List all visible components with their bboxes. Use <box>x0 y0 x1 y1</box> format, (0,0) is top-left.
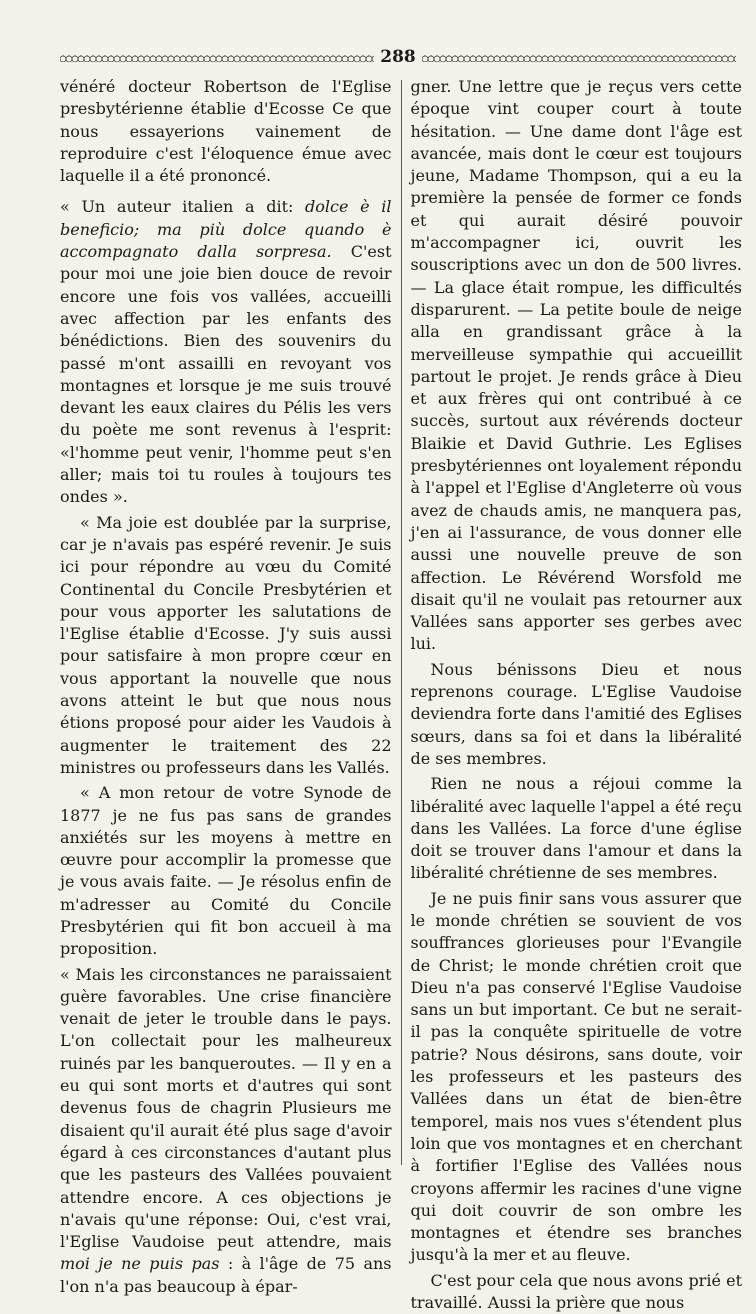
text-columns <box>60 76 742 1313</box>
left-column <box>60 76 401 1296</box>
page-header <box>60 40 736 74</box>
paragraph: C'est pour cela que nous avons prié et travaillé. Aussi la prière que nous <box>410 1270 742 1313</box>
page-number: 288 <box>380 46 416 67</box>
paragraph: Rien ne nous a réjoui comme la libéralité avec laquelle l'appel a été reçu dans les Vallées. La force d'une église doit se trouver dans l'amour et dans la libéralité chrétienne de ses membres. <box>410 774 742 883</box>
paragraph <box>60 964 392 1298</box>
text-run: « Un auteur italien a dit: <box>60 197 306 217</box>
header-ornament-right <box>422 52 736 62</box>
text-run: « Mais les circonstances ne paraissaient guère favorables. Une crise financière venait de jeter le trouble dans le pays. L'on collectait pour les malheureux ruinés par les banqueroutes. — Il y en a eu qui sont morts et d'autres qui sont devenus fous de chagrin Plusieurs me disaient qu'il aurait été plus sage d'avoir égard à ces circonstances d'autant plus que les pasteurs des Vallées pouvaient attendre encore. A ces objections je n'avais qu'une réponse: Oui, c'est vrai, l'Eglise Vaudoise peut attendre, mais <box>60 964 392 1252</box>
italic-quote: moi je ne puis pas <box>60 1254 220 1274</box>
paragraph: Je ne puis finir sans vous assurer que le monde chrétien se souvient de vos souffrances glorieuses pour l'Evangile de Christ; le monde chrétien croit que Dieu n'a pas conservé l'Eglise Vaudoise sans un but important. Ce but ne serait-il pas la conquête spirituelle de votre patrie? Nous désirons, sans doute, voir les professeurs et les pasteurs des Vallées dans un état de bien-être temporel, mais nos vues s'étendent plus loin que vos montagnes et en cherchant à fortifier l'Eglise des Vallées nous croyons affermir les racines d'une vigne qui doit couvrir de son ombre les montagnes et étendre ses branches jusqu'à la mer et au fleuve. <box>410 888 742 1265</box>
right-column <box>402 76 743 1313</box>
text-run: : à l'âge de 75 ans l'on n'a pas beaucoup à épar- <box>60 1254 392 1296</box>
paragraph: vénéré docteur Robertson de l'Eglise presbytérienne établie d'Ecosse Ce que nous essayerions vainement de reproduire c'est l'éloquence émue avec laquelle il a été prononcé. <box>60 77 392 186</box>
text-run: C'est pour moi une joie bien douce de revoir encore une fois vos vallées, accueilli avec affection par les enfants des bénédictions. Bien des souvenirs du passé m'ont assailli en revoyant vos montagnes et lorsque je me suis trouvé devant les eaux claires du Pélis les vers du poète me sont revenus à l'esprit: «l'homme peut venir, l'homme peut s'en aller; mais toi tu roules à toujours tes ondes ». <box>60 242 392 507</box>
paragraph: « A mon retour de votre Synode de 1877 je ne fus pas sans de grandes anxiétés sur les moyens à mettre en œuvre pour accomplir la promesse que je vous avais faite. — Je résolus enfin de m'adresser au Comité du Concile Presbytérien qui fit bon accueil à ma proposition. <box>60 783 392 959</box>
paragraph: gner. Une lettre que je reçus vers cette époque vint couper court à toute hésitation. — Une dame dont l'âge est avancée, mais dont le cœur est toujours jeune, Madame Thompson, qui a eu la première la pensée de former ce fonds et qui aurait désiré pouvoir m'accompagner ici, ouvrit les souscriptions avec un don de 500 livres. — La glace était rompue, les difficultés disparurent. — La petite boule de neige alla en grandissant grâce à la merveilleuse sympathie qui accueillit partout le projet. Je rends grâce à Dieu et aux frères qui ont contribué à ce succès, surtout aux révérends docteur Blaikie et David Guthrie. Les Eglises presbytériennes ont loyalement répondu à l'appel et l'Eglise d'Angleterre où vous avez de chauds amis, ne manquera pas, j'en ai l'assurance, de vous donner elle aussi une nouvelle preuve de son affection. Le Révérend Worsfold me disait qu'il ne voulait pas retourner aux Vallées sans apporter ses gerbes avec lui. <box>410 77 742 654</box>
paragraph: « Ma joie est doublée par la surprise, car je n'avais pas espéré revenir. Je suis ici pour répondre au vœu du Comité Continental du Concile Presbytérien et pour vous apporter les salutations de l'Eglise établie d'Ecosse. J'y suis aussi pour satisfaire à mon propre cœur en vous apportant la nouvelle que nous avons atteint le but que nous nous étions proposé pour aider les Vaudois à augmenter le traitement des 22 ministres ou professeurs dans les Vallés. <box>60 512 392 777</box>
paragraph <box>60 196 392 508</box>
header-ornament-left <box>60 52 374 62</box>
paragraph: Nous bénissons Dieu et nous reprenons courage. L'Eglise Vaudoise deviendra forte dans l'amitié des Eglises sœurs, dans sa foi et dans la libéralité de ses membres. <box>410 659 742 768</box>
italic-quote: dolce è il beneficio; ma più dolce quando è accompagnato dalla sorpresa. <box>60 197 392 262</box>
